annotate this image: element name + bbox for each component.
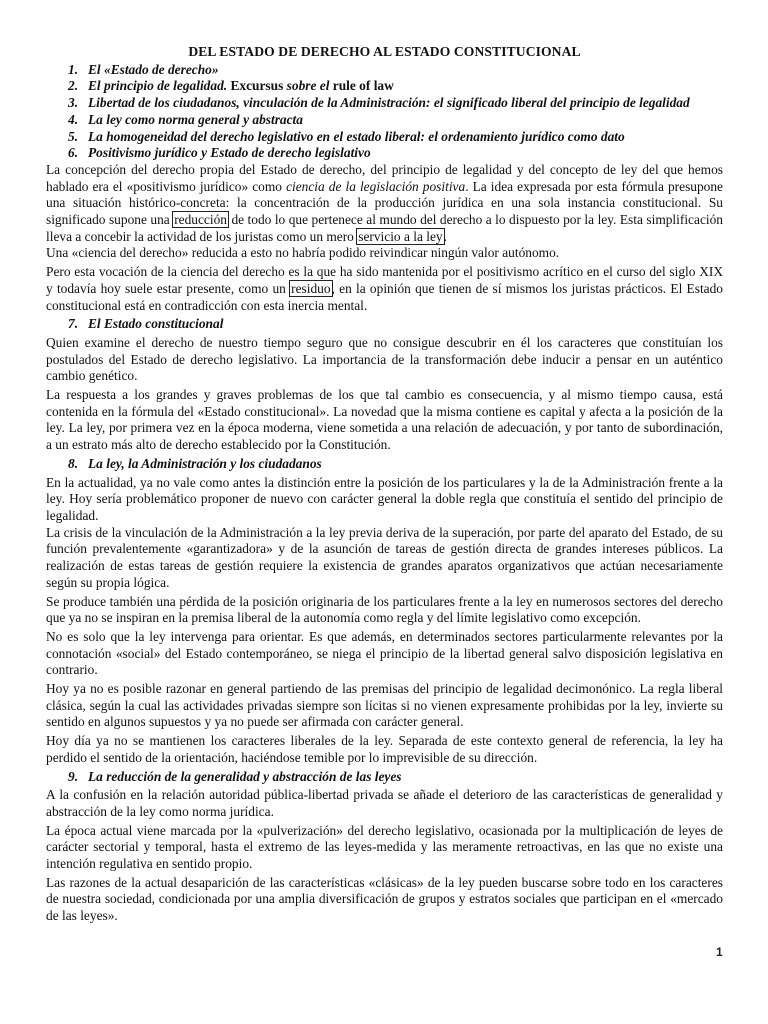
paragraph: A la confusión en la relación autoridad pública-libertad privada se añade el deterioro de las características de generalidad y abstracción de la ley como norma jurídica. <box>46 787 723 819</box>
paragraph: La época actual viene marcada por la «pulverización» del derecho legislativo, ocasionada por la multiplicación de leyes de carácter sectorial y temporal, hasta el extremo de las leyes-medida y las meramente retroactivas, en las que no existe una intención regulativa en sentido propio. <box>46 822 723 872</box>
paragraph: La crisis de la vinculación de la Administración a la ley previa deriva de la superación, por parte del aparato del Estado, de su función prevalentemente «garantizadora» y de la asunción de tareas de gestión directa de grandes intereses públicos. La realización de estas tareas de gestión requiere la existencia de grandes aparatos organizativos que actúan necesariamente según su propia lógica. <box>46 524 723 590</box>
page-number: 1 <box>716 945 723 959</box>
paragraph: La concepción del derecho propia del Estado de derecho, del principio de legalidad y del concepto de ley del que hemos hablado era el «positivismo jurídico» como ciencia de la legislación positiva. La idea expresada por esta fórmula presupone una situación histórico-concreta: la concentración de la producción jurídica en una sola instancia constitucional. Su significado supone una reducción de todo lo que pertenece al mundo del derecho a lo dispuesto por la ley. Esta simplificación lleva a concebir la actividad de los juristas como un mero servicio a la ley. <box>46 161 724 244</box>
toc-item: 4. La ley como norma general y abstracta <box>68 111 303 127</box>
paragraph: En la actualidad, ya no vale como antes la distinción entre la posición de los particulares y la de la Administración frente a la ley. Hoy sería problemático proponer de nuevo con carácter general la doble regla que constituía el sentido del principio de legalidad. <box>46 474 723 523</box>
paragraph: Las razones de la actual desaparición de las características «clásicas» de la ley pueden buscarse sobre todo en los caracteres de nuestra sociedad, condicionada por una amplia diversificación de grupos y estratos sociales que participan en el «mercado de las leyes». <box>46 874 723 924</box>
paragraph: No es solo que la ley intervenga para orientar. Es que además, en determinados sectores particularmente relevantes por la connotación «social» del Estado contemporáneo, se niega el principio de la libertad general salvo disposición legislativa en contrario. <box>46 628 723 678</box>
paragraph: Se produce también una pérdida de la posición originaria de los particulares frente a la ley en numerosos sectores del derecho que ya no se inspiran en la premisa liberal de la autonomía como regla y del límite legislativo como excepción. <box>46 593 723 626</box>
highlighted-term: servicio a la ley <box>358 228 443 244</box>
paragraph: Una «ciencia del derecho» reducida a esto no habría podido reivindicar ningún valor autónomo. <box>46 245 560 261</box>
table-of-contents <box>46 62 723 162</box>
highlighted-term: reducción <box>174 212 227 228</box>
paragraph: Hoy ya no es posible razonar en general partiendo de las premisas del principio de legalidad decimonónico. La regla liberal clásica, según la cual las actividades privadas siempre son lícitas si no vienen expresamente prohibidas por la ley, invierte su sentido en algunos supuestos y ya no puede ser afirmada con carácter general. <box>46 681 723 730</box>
section-heading: 9. La reducción de la generalidad y abstracción de las leyes <box>68 768 402 784</box>
toc-item: 3. Libertad de los ciudadanos, vinculación de la Administración: el significado liberal del principio de legalidad <box>68 95 690 111</box>
toc-item: 1. El «Estado de derecho» <box>68 61 219 77</box>
paragraph: Hoy día ya no se mantienen los caracteres liberales de la ley. Separada de este contexto general de referencia, la ley ha perdido el sentido de la orientación, haciéndose temible por lo imprevisible de su dirección. <box>46 733 723 765</box>
toc-item: 2. El principio de legalidad. Excursus sobre el rule of law <box>68 78 394 94</box>
paragraph: Pero esta vocación de la ciencia del derecho es la que ha sido mantenida por el positivismo acrítico en el curso del siglo XIX y todavía hoy suele estar presente, como un residuo, en la opinión que tienen de sí mismos los juristas prácticos. El Estado constitucional está en contradicción con esta inercia mental. <box>46 264 723 313</box>
document-page <box>46 44 723 927</box>
paragraph: Quien examine el derecho de nuestro tiempo seguro que no consigue descubrir en él los caracteres que constituían los postulados del Estado de derecho legislativo. La importancia de la transformación debe inducir a pensar en un auténtico cambio genético. <box>46 334 723 384</box>
toc-item: 6. Positivismo jurídico y Estado de derecho legislativo <box>68 145 371 161</box>
toc-item: 5. La homogeneidad del derecho legislativo en el estado liberal: el ordenamiento jurídico como dato <box>68 128 625 144</box>
document-title: DEL ESTADO DE DERECHO AL ESTADO CONSTITUCIONAL <box>188 44 581 59</box>
highlighted-term: residuo <box>291 280 331 296</box>
paragraph: La respuesta a los grandes y graves problemas de los que tal cambio es consecuencia, y al mismo tiempo causa, está contenida en la fórmula del «Estado constitucional». La novedad que la misma contiene es capital y afecta a la posición de la ley. La ley, por primera vez en la época moderna, viene sometida a una relación de adecuación, y por tanto de subordinación, a un estrato más alto de derecho establecido por la Constitución. <box>46 387 723 453</box>
section-heading: 7. El Estado constitucional <box>68 316 224 332</box>
section-heading: 8. La ley, la Administración y los ciudadanos <box>68 455 322 471</box>
